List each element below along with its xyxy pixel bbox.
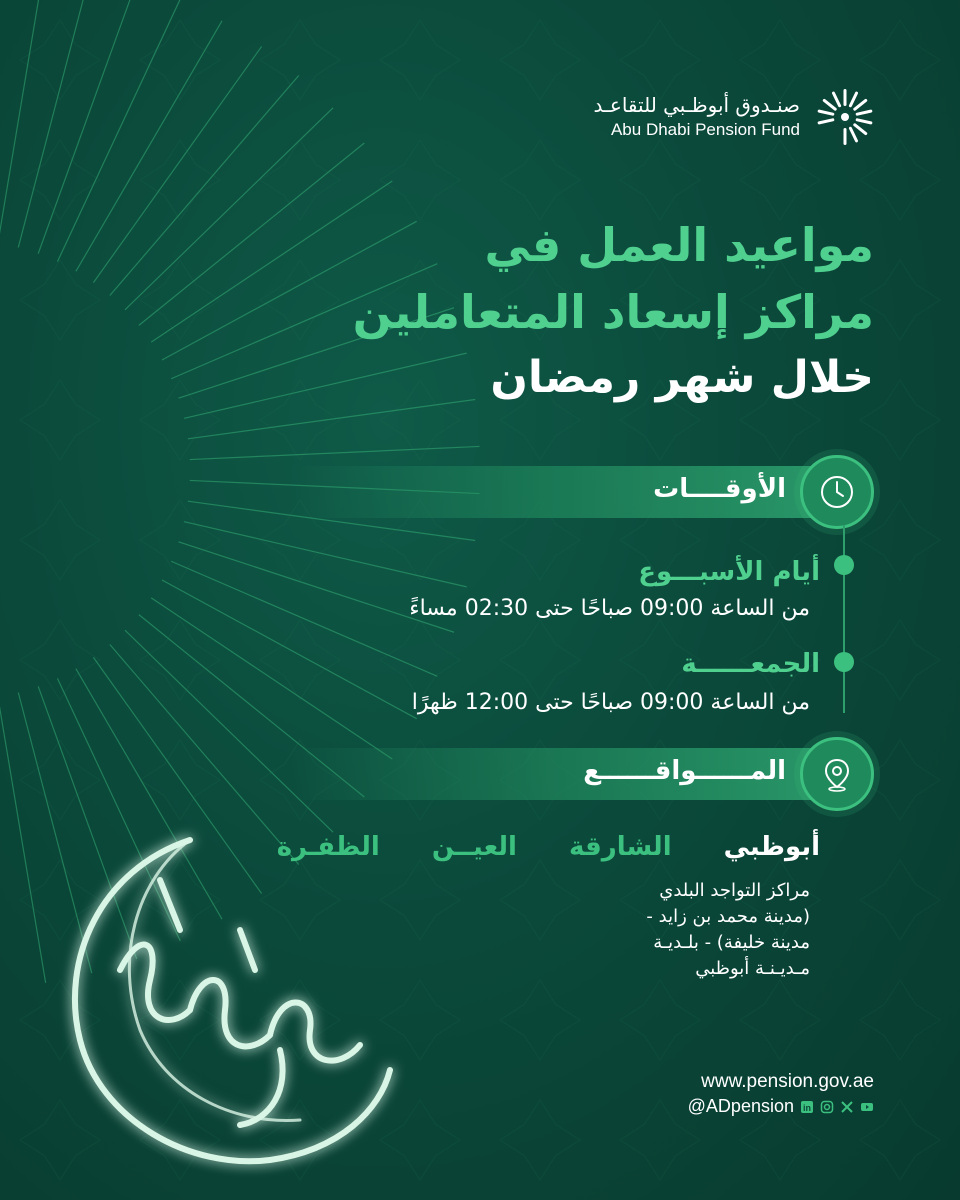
pattern-star	[500, 20, 580, 100]
social-handle[interactable]: @ADpension	[687, 1096, 794, 1116]
pattern-star	[20, 500, 100, 580]
pattern-star	[500, 1100, 580, 1180]
light-ray	[38, 0, 137, 254]
title-line-1: مواعيد العمل في	[484, 218, 874, 272]
pattern-star	[20, 620, 100, 700]
brand-name-english: Abu Dhabi Pension Fund	[610, 120, 800, 139]
pattern-star	[500, 980, 580, 1060]
logo-petal	[848, 91, 858, 108]
light-ray	[190, 446, 480, 459]
pattern-star	[260, 620, 340, 700]
logo-petal	[855, 118, 872, 125]
pattern-star	[260, 140, 340, 220]
pattern-star	[860, 500, 940, 580]
logo-petal	[855, 109, 872, 116]
light-ray	[188, 399, 475, 438]
pattern-star	[500, 860, 580, 940]
linkedin-icon[interactable]	[800, 1100, 814, 1114]
logo-petal	[844, 128, 847, 145]
light-ray	[162, 580, 417, 719]
logo-petal	[817, 109, 834, 116]
ramadan-crescent-calligraphy	[40, 820, 420, 1190]
weekdays-label: أيام الأسبـــوع	[638, 557, 820, 587]
times-heading: الأوقــــات	[653, 474, 786, 504]
pattern-star	[860, 860, 940, 940]
pattern-star	[620, 140, 700, 220]
location-pin-icon	[800, 737, 874, 811]
times-heading-band	[290, 466, 850, 518]
timeline-dot	[834, 652, 854, 672]
pattern-star	[860, 140, 940, 220]
pattern-star	[140, 740, 220, 820]
svg-text:in: in	[803, 1102, 811, 1113]
pattern-star	[740, 980, 820, 1060]
brand-logo	[594, 86, 876, 148]
logo-petal	[844, 89, 847, 106]
pattern-star	[500, 140, 580, 220]
brand-name-arabic: صنـدوق أبوظـبي للتقاعـد	[593, 93, 800, 117]
locations-heading-band	[290, 748, 850, 800]
pattern-star	[740, 140, 820, 220]
light-ray	[125, 108, 333, 310]
abudhabi-centres-note: مراكز التواجد البلدي (مدينة محمد بن زايد - مدينة خليفة) - بلـديـة مـديـنـة أبوظبي	[646, 880, 810, 979]
light-ray	[57, 0, 180, 262]
friday-label: الجمعــــــة	[681, 649, 820, 679]
pattern-star	[500, 620, 580, 700]
light-ray	[184, 353, 467, 418]
pattern-star	[140, 380, 220, 460]
locations-heading: المــــــواقــــــع	[583, 756, 786, 786]
logo-petal	[831, 91, 841, 108]
logo-petal	[822, 98, 837, 111]
pattern-star	[140, 140, 220, 220]
timeline-line	[843, 525, 845, 713]
city-abudhabi: أبوظبي	[723, 832, 820, 862]
logo-petal	[817, 118, 834, 125]
pattern-star	[860, 980, 940, 1060]
clock-icon	[800, 455, 874, 529]
title-line-2: مراكز إسعاد المتعاملين	[352, 285, 874, 339]
pattern-star	[860, 620, 940, 700]
pattern-star	[380, 620, 460, 700]
website-link[interactable]: www.pension.gov.ae	[701, 1071, 874, 1092]
youtube-icon[interactable]	[860, 1100, 874, 1114]
city-alain: العيــن	[431, 832, 517, 862]
pattern-star	[20, 380, 100, 460]
logo-petal	[848, 126, 858, 143]
light-ray	[184, 522, 467, 587]
pattern-star	[140, 620, 220, 700]
pattern-star	[20, 740, 100, 820]
x-icon[interactable]	[840, 1100, 854, 1114]
timeline-dot	[834, 555, 854, 575]
pattern-star	[20, 140, 100, 220]
light-ray	[18, 0, 91, 248]
pension-fund-logo-icon	[814, 86, 876, 148]
pattern-star	[380, 140, 460, 220]
logo-petal	[853, 98, 868, 111]
light-ray	[125, 630, 333, 832]
light-ray	[0, 0, 46, 243]
pattern-star	[140, 500, 220, 580]
weekdays-hours: من الساعة 09:00 صباحًا حتى 02:30 مساءً	[409, 596, 810, 621]
logo-petal	[853, 123, 868, 136]
friday-hours: من الساعة 09:00 صباحًا حتى 12:00 ظهرًا	[411, 690, 810, 715]
pattern-star	[260, 20, 340, 100]
pattern-star	[140, 260, 220, 340]
pattern-star	[380, 20, 460, 100]
light-ray	[171, 561, 437, 676]
footer	[688, 1070, 874, 1117]
city-sharjah: الشارقة	[568, 832, 672, 862]
title-line-3: خلال شهر رمضان	[490, 352, 874, 403]
city-aldhafra: الظفـرة	[276, 832, 380, 862]
pattern-star	[20, 260, 100, 340]
light-ray	[0, 697, 46, 983]
pattern-star	[620, 980, 700, 1060]
instagram-icon[interactable]	[820, 1100, 834, 1114]
